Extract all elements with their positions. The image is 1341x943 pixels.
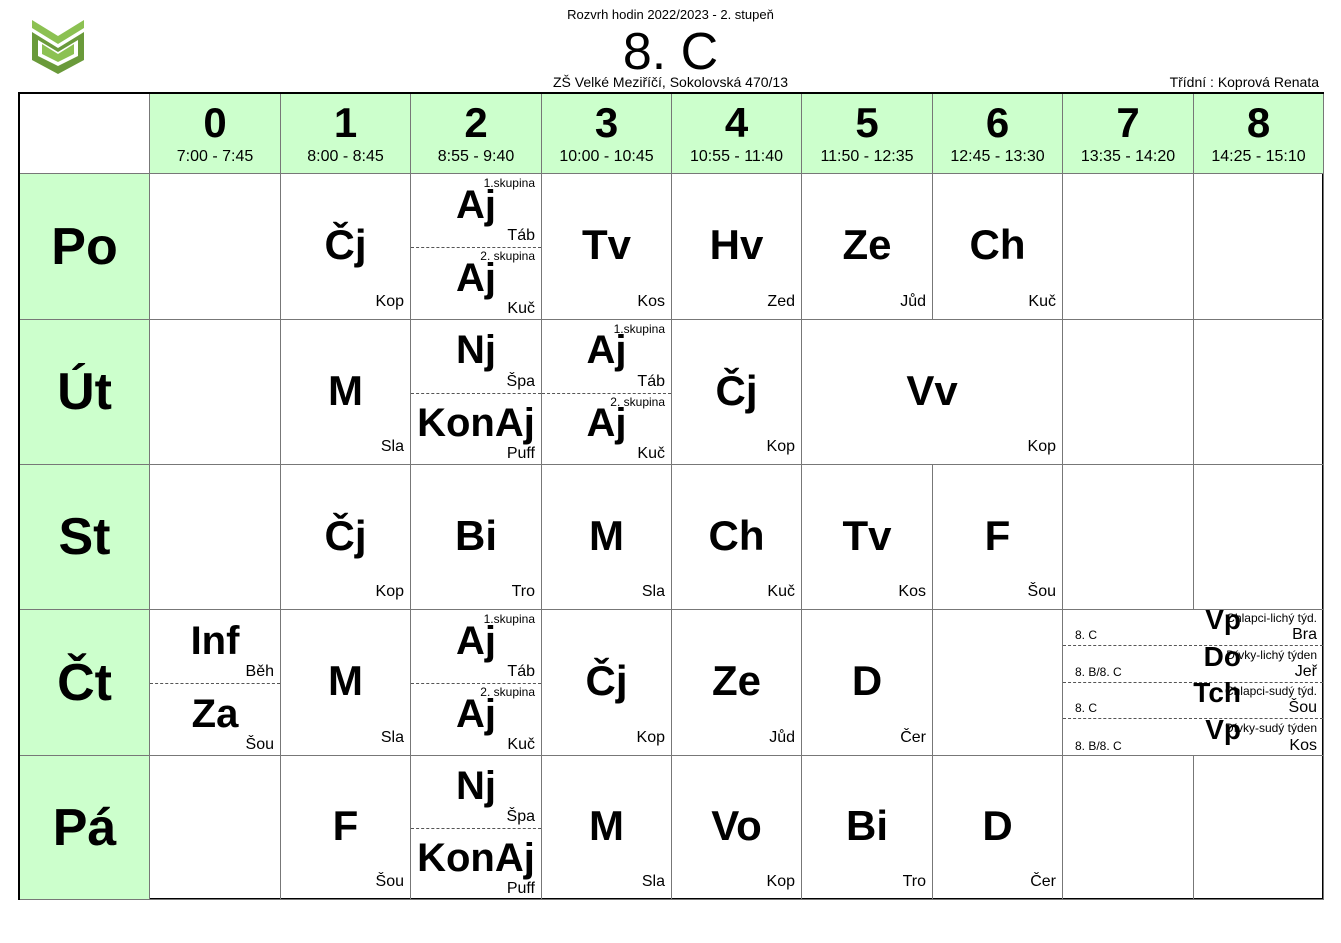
lesson-half (411, 610, 541, 684)
class-title: 8. C (622, 23, 719, 81)
period-number: 1 (333, 99, 358, 146)
lesson-cell[interactable] (542, 610, 672, 756)
lesson-subject: Inf (190, 618, 240, 663)
lesson-class: 8. C (1075, 701, 1098, 715)
lesson-subject: Ch (708, 511, 765, 559)
lesson-cell[interactable] (672, 174, 802, 320)
timetable-grid (18, 92, 1324, 900)
lesson-subject: M (589, 802, 624, 849)
lesson-teacher: Sla (380, 729, 404, 746)
lesson-teacher: Puff (506, 880, 535, 897)
lesson-subject: M (328, 657, 363, 704)
lesson-teacher: Kop (375, 583, 404, 600)
day-header-Po: Po (20, 174, 150, 320)
lesson-teacher: Kuč (507, 300, 535, 317)
period-number: 0 (203, 99, 227, 146)
lesson-half (411, 247, 541, 320)
lesson-cell (150, 756, 281, 900)
lesson-teacher: Sla (380, 438, 404, 455)
lesson-half (411, 393, 541, 466)
lesson-cell (1194, 174, 1324, 320)
lesson-subject: Za (191, 691, 239, 736)
lesson-cell (150, 465, 281, 610)
period-number: 7 (1116, 99, 1140, 146)
lesson-cell (150, 320, 281, 465)
lesson-group: 2. skupina (480, 249, 535, 263)
lesson-note: Chlapci-sudý týd. (1224, 684, 1317, 698)
lesson-subject: Ze (711, 657, 761, 704)
lesson-subject: Vp (1205, 604, 1241, 635)
lesson-cell[interactable] (1063, 604, 1324, 756)
lesson-note: Chlapci-lichý týd. (1226, 611, 1317, 625)
lesson-teacher: Kos (898, 583, 926, 600)
lesson-subject: Aj (456, 255, 496, 300)
lesson-note: Dívky-sudý týden (1224, 720, 1317, 735)
lesson-cell[interactable] (281, 465, 411, 610)
lesson-subject: D (851, 657, 883, 704)
class-teacher: Třídní : Koprová Renata (1169, 74, 1319, 90)
lesson-subject: Bi (846, 802, 888, 849)
lesson-teacher: Špa (506, 808, 535, 825)
lesson-subject: M (589, 511, 624, 559)
lesson-class: 8. C (1075, 628, 1098, 642)
lesson-teacher: Čer (1030, 873, 1056, 890)
lesson-cell[interactable] (933, 465, 1063, 610)
period-time: 12:45 - 13:30 (950, 148, 1045, 165)
lesson-teacher: Tro (902, 873, 926, 890)
lesson-subject: Čj (715, 366, 758, 414)
period-header-4 (672, 94, 802, 174)
lesson-cell[interactable] (933, 756, 1063, 900)
period-number: 6 (985, 99, 1010, 146)
period-time: 8:55 - 9:40 (437, 148, 515, 165)
lesson-subject: Tch (1193, 677, 1241, 708)
school-name: ZŠ Velké Meziříčí, Sokolovská 470/13 (553, 74, 788, 90)
lesson-subject: Ch (969, 221, 1026, 268)
lesson-cell (1194, 465, 1324, 610)
day-header-Čt: Čt (20, 610, 150, 756)
day-header-St: St (20, 465, 150, 610)
lesson-teacher: Kop (1027, 438, 1056, 455)
lesson-cell[interactable] (542, 320, 672, 465)
lesson-subject: Ze (842, 221, 892, 268)
lesson-subject: Aj (586, 400, 627, 445)
period-header-7 (1063, 94, 1194, 174)
lesson-subject: Nj (456, 328, 496, 373)
lesson-teacher: Šou (1027, 583, 1056, 600)
lesson-subject: Aj (456, 691, 496, 736)
lesson-teacher: Sla (641, 583, 665, 600)
lesson-half (150, 683, 280, 756)
lesson-teacher: Puff (506, 445, 535, 462)
period-time: 11:50 - 12:35 (820, 148, 914, 165)
period-number: 3 (594, 99, 619, 146)
lesson-teacher: Kos (637, 293, 665, 310)
lesson-cell (1194, 320, 1324, 465)
lesson-subject: Vv (906, 366, 958, 414)
lesson-teacher: Kuč (1028, 293, 1056, 310)
lesson-subject: Vp (1205, 713, 1241, 745)
period-time: 7:00 - 7:45 (176, 148, 254, 165)
lesson-subject: Aj (456, 182, 496, 227)
lesson-subject: KonAj (417, 836, 535, 880)
lesson-subject: Hv (709, 221, 764, 268)
lesson-teacher: Šou (1288, 699, 1317, 716)
lesson-half (411, 683, 541, 756)
lesson-group: 1.skupina (613, 322, 665, 336)
lesson-group: 2. skupina (610, 394, 665, 409)
lesson-subject: D (982, 802, 1013, 849)
lesson-teacher: Táb (637, 372, 665, 390)
lesson-subject: Tv (581, 221, 631, 268)
lesson-teacher: Špa (506, 372, 535, 390)
lesson-cell (150, 174, 281, 320)
period-number: 4 (724, 99, 749, 146)
lesson-cell[interactable] (411, 465, 542, 610)
lesson-half (411, 756, 541, 829)
lesson-class: 8. B/8. C (1075, 738, 1122, 753)
lesson-teacher: Kop (636, 729, 665, 746)
lesson-cell[interactable] (542, 756, 672, 900)
period-number: 5 (855, 99, 879, 146)
lesson-teacher: Kos (1289, 736, 1317, 754)
lesson-teacher: Bra (1292, 626, 1317, 643)
lesson-quarter (1063, 604, 1323, 646)
lesson-cell (1063, 465, 1194, 610)
lesson-cell[interactable] (672, 756, 802, 900)
period-time: 8:00 - 8:45 (307, 148, 384, 165)
lesson-cell[interactable] (411, 320, 542, 465)
lesson-teacher: Šou (375, 873, 404, 890)
lesson-cell[interactable] (150, 610, 281, 756)
lesson-teacher: Tro (511, 583, 535, 600)
lesson-half (542, 320, 671, 394)
lesson-cell[interactable] (411, 756, 542, 900)
lesson-half (542, 393, 671, 466)
lesson-cell[interactable] (411, 610, 542, 756)
period-header-0 (150, 94, 281, 174)
lesson-subject: KonAj (417, 400, 535, 445)
lesson-cell[interactable] (542, 174, 672, 320)
lesson-teacher: Kop (375, 293, 404, 310)
lesson-cell[interactable] (281, 320, 411, 465)
lesson-cell[interactable] (802, 320, 1063, 465)
lesson-subject: Do (1203, 640, 1241, 672)
lesson-cell (933, 610, 1063, 756)
lesson-cell[interactable] (672, 320, 802, 465)
lesson-teacher: Kop (766, 438, 795, 455)
lesson-subject: Čj (585, 657, 628, 704)
lesson-cell[interactable] (281, 174, 411, 320)
lesson-quarter (1063, 713, 1323, 756)
period-number: 2 (464, 99, 488, 146)
period-header-3 (542, 94, 672, 174)
lesson-half (411, 828, 541, 900)
lesson-subject: Čj (324, 511, 367, 559)
lesson-cell[interactable] (802, 174, 933, 320)
lesson-cell[interactable] (281, 756, 411, 900)
lesson-half (150, 610, 280, 684)
lesson-teacher: Zed (767, 293, 795, 310)
lesson-subject: Tv (842, 511, 892, 559)
lesson-teacher: Kuč (767, 583, 795, 600)
lesson-cell (1063, 756, 1194, 900)
period-header-8 (1194, 94, 1324, 174)
lesson-group: 2. skupina (480, 685, 535, 699)
period-header-1 (281, 94, 411, 174)
lesson-half (411, 320, 541, 394)
lesson-teacher: Jeř (1294, 662, 1317, 680)
period-header-2 (411, 94, 542, 174)
lesson-teacher: Kuč (637, 445, 665, 462)
lesson-subject: Vo (711, 802, 762, 849)
period-time: 10:55 - 11:40 (689, 148, 784, 165)
lesson-group: 1.skupina (483, 176, 535, 190)
period-header-5 (802, 94, 933, 174)
lesson-subject: Bi (455, 511, 497, 559)
lesson-cell[interactable] (281, 610, 411, 756)
lesson-cell (1063, 320, 1194, 465)
corner-cell (20, 94, 150, 174)
lesson-subject: M (328, 366, 363, 414)
period-time: 10:00 - 10:45 (559, 148, 654, 165)
day-header-Pá: Pá (20, 756, 150, 900)
lesson-subject: Čj (324, 221, 367, 268)
day-header-Út: Út (20, 320, 150, 465)
lesson-cell (1194, 756, 1324, 900)
period-time: 14:25 - 15:10 (1211, 148, 1306, 165)
lesson-subject: Aj (586, 328, 627, 373)
lesson-teacher: Jůd (900, 293, 926, 310)
lesson-cell[interactable] (802, 465, 933, 610)
period-time: 13:35 - 14:20 (1080, 148, 1176, 165)
lesson-teacher: Jůd (769, 729, 795, 746)
lesson-subject: Aj (456, 618, 496, 663)
lesson-quarter (1063, 677, 1323, 719)
lesson-teacher: Sla (641, 873, 665, 890)
lesson-teacher: Táb (507, 227, 535, 244)
lesson-cell (1063, 174, 1194, 320)
lesson-cell[interactable] (933, 174, 1063, 320)
lesson-teacher: Kuč (507, 736, 535, 753)
lesson-cell[interactable] (802, 756, 933, 900)
lesson-half (411, 174, 541, 248)
lesson-cell[interactable] (411, 174, 542, 320)
lesson-teacher: Táb (507, 663, 535, 680)
lesson-cell[interactable] (672, 465, 802, 610)
lesson-cell[interactable] (802, 610, 933, 756)
schedule-subtitle: Rozvrh hodin 2022/2023 - 2. stupeň (567, 7, 774, 22)
lesson-teacher: Kop (766, 873, 795, 890)
lesson-group: 1.skupina (483, 612, 535, 626)
period-header-6 (933, 94, 1063, 174)
lesson-teacher: Šou (245, 736, 274, 753)
lesson-cell[interactable] (672, 610, 802, 756)
lesson-subject: F (332, 802, 359, 849)
lesson-cell[interactable] (542, 465, 672, 610)
lesson-note: Dívky-lichý týden (1226, 647, 1317, 662)
lesson-teacher: Čer (900, 729, 926, 746)
lesson-class: 8. B/8. C (1075, 664, 1122, 679)
lesson-subject: F (984, 511, 1011, 559)
lesson-subject: Nj (456, 764, 496, 808)
lesson-teacher: Běh (245, 663, 274, 680)
period-number: 8 (1246, 99, 1271, 146)
